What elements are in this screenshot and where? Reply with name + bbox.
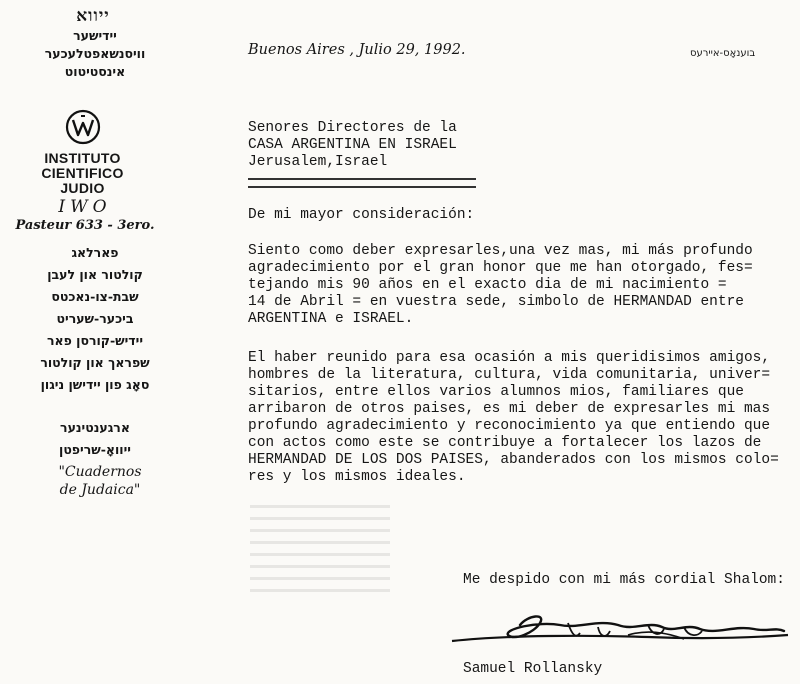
publisher-item: קולטור און לעבן (47, 267, 143, 282)
institute-name-line-3: JUDIO (60, 180, 105, 196)
publication-title-line-1: "Cuadernos (58, 464, 142, 480)
bleed-through-shadow (250, 505, 390, 595)
institute-acronym: IWO (58, 197, 112, 217)
closing-line: Me despido con mi más cordial Shalom: (463, 572, 785, 588)
handwritten-signature-icon (448, 605, 790, 661)
recipient-line: CASA ARGENTINA EN ISRAEL (248, 137, 457, 153)
signer-name: Samuel Rollansky (463, 661, 603, 677)
paragraph-2-line: profundo agradecimiento y reconocimiento ya que entiendo que (248, 418, 771, 434)
paragraph-1-line: agradecimiento por el gran honor que me han otorgado, fes= (248, 260, 753, 276)
publisher-item: שפראך און קולטור (40, 355, 150, 370)
publisher-item: יידיש-קורסן פאר (46, 333, 144, 348)
publisher-item: סאָג פון יידישן ניגון (40, 377, 150, 392)
institute-name-line-2: CIENTIFICO (41, 165, 124, 181)
letterhead (0, 0, 205, 684)
date-line: Buenos Aires , Julio 29, 1992. (248, 42, 466, 58)
publisher-item: פארלאג (71, 245, 119, 260)
publisher-item: ביכער-שעריט (56, 311, 134, 326)
institute-logo: ייווא (76, 6, 110, 26)
hebrew-name-line-3: אינסטיטוט (64, 64, 126, 79)
paragraph-2-line: HERMANDAD DE LOS DOS PAISES, abanderados con los mismos colo= (248, 452, 779, 468)
paragraph-2-line: arribaron de otros paises, es mi deber de expresarles mi mas (248, 401, 771, 417)
paragraph-1-line: tejando mis 90 años en el exacto dia de mi nacimiento = (248, 277, 727, 293)
institute-address: Pasteur 633 - 3ero. (15, 218, 155, 233)
institute-name-line-1: INSTITUTO (44, 150, 121, 166)
publication-title-line-2: de Judaica" (59, 482, 141, 498)
date-hebrew: בוענאָס-איירעס (690, 48, 756, 59)
paragraph-2-line: sitarios, entre ellos varios alumnos mios, familiares que (248, 384, 744, 400)
recipient-line: Jerusalem,Israel (248, 154, 388, 170)
publication-series: ייוואָ-שריפטן (59, 442, 131, 457)
salutation: De mi mayor consideración: (248, 207, 475, 223)
recipient-underline (248, 178, 476, 188)
paragraph-1-line: ARGENTINA e ISRAEL. (248, 311, 414, 327)
hebrew-name-line-1: יידישער (73, 28, 117, 43)
publisher-item: שבת-צו-נאכטס (51, 289, 139, 304)
publication-series: ארגענטינער (60, 420, 130, 435)
paragraph-2-line: con actos como este se contribuye a fortalecer los lazos de (248, 435, 762, 451)
hebrew-name-line-2: וויסנשאפטלעכער (44, 46, 146, 61)
institute-emblem-icon (64, 108, 102, 146)
paragraph-1-line: 14 de Abril = en vuestra sede, simbolo de HERMANDAD entre (248, 294, 744, 310)
paragraph-2-line: El haber reunido para esa ocasión a mis queridisimos amigos, (248, 350, 771, 366)
paragraph-1-line: Siento como deber expresarles,una vez mas, mi más profundo (248, 243, 753, 259)
recipient-line: Senores Directores de la (248, 120, 457, 136)
paragraph-2-line: res y los mismos ideales. (248, 469, 466, 485)
paragraph-2-line: hombres de la literatura, cultura, vida comunitaria, univer= (248, 367, 771, 383)
